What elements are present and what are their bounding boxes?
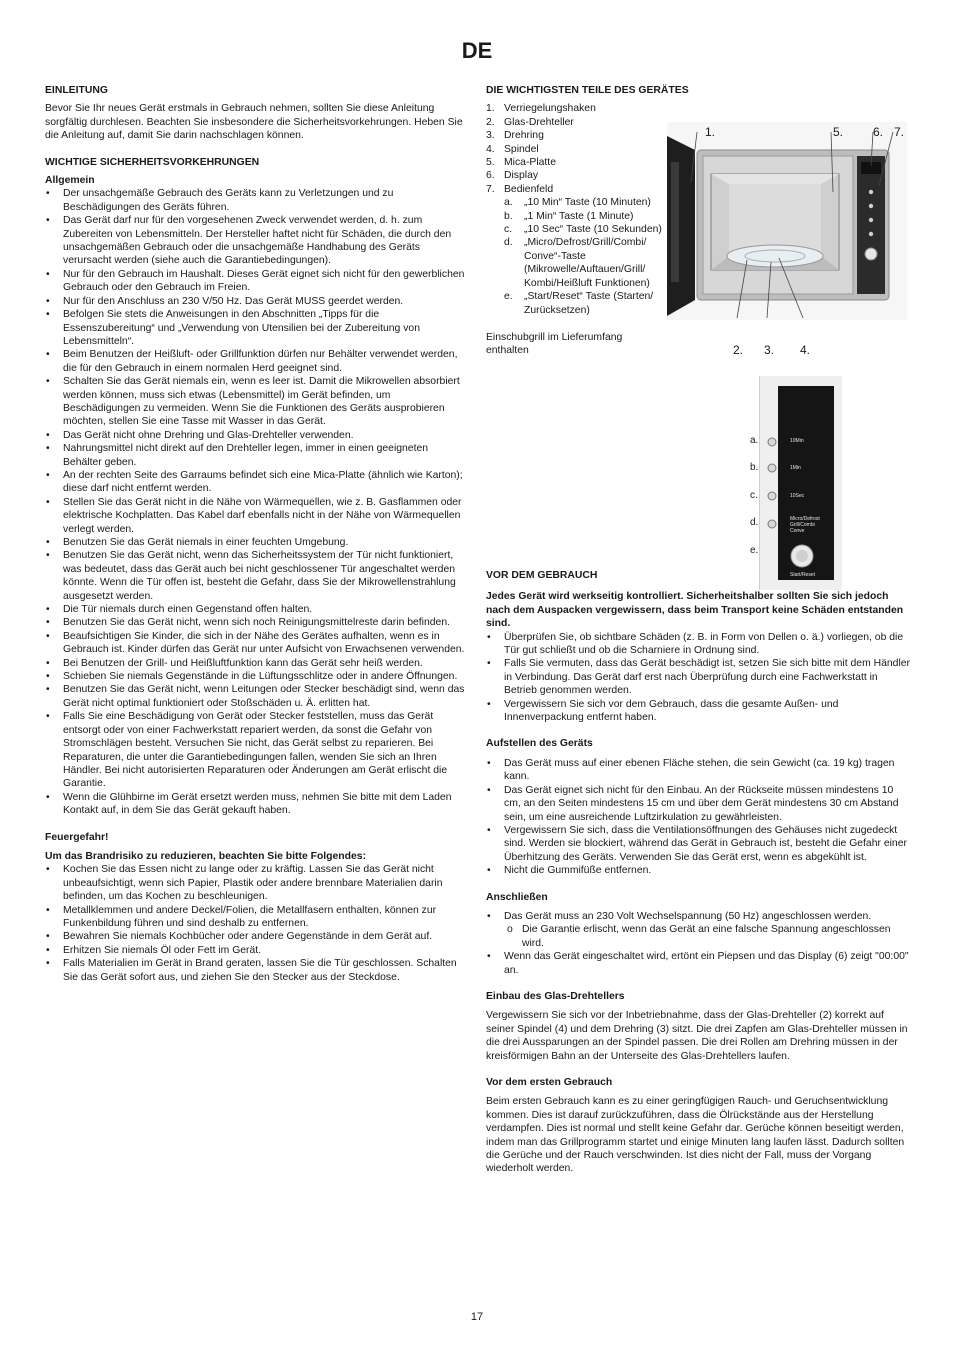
callout-d: d. (750, 517, 759, 529)
list-item: • Benutzen Sie das Gerät nicht, wenn das Sicherheitssystem der Tür nicht funktioniert, was bedeutet, dass das Gerät auch bei nicht geschlossener Tür angeschaltet werden könnte. Wenn die Tür offen ist, besteht die Gefahr, dass Sie der Mikrowellenstrahlung ausgesetzt werden. (45, 549, 469, 603)
safety-heading: WICHTIGE SICHERHEITSVORKEHRUNGEN (45, 156, 260, 168)
panel-part-item: b. „1 Min“ Taste (1 Minute) (504, 210, 634, 222)
list-item: • Vergewissern Sie sich, dass die Ventilationsöffnungen des Gehäuses nicht zugedeckt sind. Werden sie blockiert, während das Gerät in Gebrauch ist, besteht die Gefahr einer Überhitzung des Geräts. Verwenden Sie das Gerät erst, wenn es abgekühlt ist. (486, 824, 912, 864)
language-code: DE (461, 38, 493, 63)
general-list (45, 187, 469, 817)
list-item: • Der unsachgemäße Gebrauch des Geräts kann zu Verletzungen und zu Beschädigungen des Geräts führen. (45, 187, 469, 214)
list-item: • Nur für den Gebrauch im Haushalt. Dieses Gerät eignet sich nicht für den gewerblichen Gebrauch oder den Gebrauch im Freien. (45, 268, 469, 295)
list-item: • Überprüfen Sie, ob sichtbare Schäden (z. B. in Form von Dellen o. ä.) vorliegen, ob die Tür gut schließt und ob die Scharniere in Ordnung sind. (486, 631, 912, 658)
list-item: • Falls Sie vermuten, dass das Gerät beschädigt ist, setzen Sie sich bitte mit dem Händler in Verbindung. Das Gerät darf erst nach Überprüfung durch eine Fachwerkstatt in Betrieb genommen werden. (486, 657, 912, 697)
part-item: 5. Mica-Platte (486, 157, 556, 169)
list-item: • Bei Benutzen der Grill- und Heißluftfunktion kann das Gerät sehr heiß werden. (45, 657, 469, 670)
callout-c: c. (750, 490, 758, 502)
general-heading: Allgemein (45, 175, 95, 187)
list-item: • Wenn die Glühbirne im Gerät ersetzt werden muss, nehmen Sie bitte mit dem Laden Kontakt auf, in dem Sie das Gerät gekauft haben. (45, 791, 469, 818)
list-item: • Benutzen Sie das Gerät nicht, wenn sich noch Reinigungsmittelreste darin befinden. (45, 616, 469, 629)
fire-intro: Um das Brandrisiko zu reduzieren, beachten Sie bitte Folgendes: (45, 850, 367, 862)
callout-4: 4. (800, 343, 811, 358)
control-panel-illustration (760, 376, 842, 590)
fire-list (45, 863, 469, 984)
part-item: 2. Glas-Drehteller (486, 116, 574, 128)
list-item: • Nur für den Anschluss an 230 V/50 Hz. Das Gerät MUSS geerdet werden. (45, 295, 469, 308)
list-item: • Schieben Sie niemals Gegenstände in die Lüftungsschlitze oder in andere Öffnungen. (45, 670, 469, 683)
callout-2: 2. (733, 343, 744, 358)
list-item: • Das Gerät nicht ohne Drehring und Glas-Drehteller verwenden. (45, 429, 469, 442)
list-item: • Erhitzen Sie niemals Öl oder Fett im Gerät. (45, 944, 469, 957)
panel-text-grill: Grill/Combi (790, 522, 815, 529)
list-item: • Benutzen Sie das Gerät niemals in einer feuchten Umgebung. (45, 536, 469, 549)
list-item: • Das Gerät muss an 230 Volt Wechselspannung (50 Hz) angeschlossen werden. o Die Garantie erlischt, wenn das Gerät an eine falsche Spannung angeschlossen wird. (486, 910, 912, 950)
left-column (45, 84, 469, 984)
list-item: • Die Tür niemals durch einen Gegenstand offen halten. (45, 603, 469, 616)
first-use-heading: Vor dem ersten Gebrauch (486, 1077, 613, 1088)
before-use-list (486, 631, 912, 725)
grill-note: Einschubgrill im Lieferumfang enthalten (486, 331, 623, 357)
list-item: • Beaufsichtigen Sie Kinder, die sich in der Nähe des Gerätes aufhalten, wenn es in Gebrauch ist. Kinder dürfen das Gerät nur unter Aufsicht von Erwachsenen verwenden. (45, 630, 469, 657)
intro-text: Bevor Sie Ihr neues Gerät erstmals in Gebrauch nehmen, sollten Sie diese Anleitung sorgfältig durchlesen. Beachten Sie insbesondere die Sicherheitsvorkehrungen. Heben Sie die Anleitung auf, damit Sie darin nachschlagen können. (45, 103, 463, 142)
list-item: • Stellen Sie das Gerät nicht in die Nähe von Wärmequellen, wie z. B. Gasflammen oder elektrische Kochplatten. Das Kabel darf ebenfalls nicht in der Nähe von Wärmequellen verlegt werden. (45, 496, 469, 536)
panel-text-1min: 1Min (790, 465, 801, 472)
list-item: • Das Gerät darf nur für den vorgesehenen Zweck verwendet werden, d. h. zum Zubereiten von Lebensmitteln. Der Hersteller haftet nicht für Schäden, die durch den unsachgemäßen Gebrauch oder die unsachgemäße Handhabung des Geräts verursacht werden (siehe auch die Garantiebedingungen). (45, 214, 469, 268)
list-item: • Beim Benutzen der Heißluft- oder Grillfunktion dürfen nur Behälter verwendet werden, die für den Gebrauch in einem normalen Herd geeignet sind. (45, 348, 469, 375)
list-item: • Bewahren Sie niemals Kochbücher oder andere Gegenstände in dem Gerät auf. (45, 930, 469, 943)
panel-part-item: c. „10 Sec“ Taste (10 Sekunden) (504, 224, 662, 236)
callout-b: b. (750, 462, 759, 474)
panel-text-micro: Micro/Defrost (790, 516, 820, 523)
part-item: 3. Drehring (486, 130, 544, 142)
fire-heading: Feuergefahr! (45, 831, 109, 843)
before-use-bold: Jedes Gerät wird werkseitig kontrolliert. Sicherheitshalber sollten Sie sich jedoch nach dem Auspacken vergewissern, dass beim Transport keine Schäden entstanden sind. (486, 591, 904, 630)
part-item: 6. Display (486, 170, 539, 182)
sub-list-item: o Die Garantie erlischt, wenn das Gerät an eine falsche Spannung angeschlossen wird. (504, 923, 912, 950)
glass-text: Vergewissern Sie sich vor der Inbetriebnahme, dass der Glas-Drehteller (2) korrekt auf seiner Spindel (4) und dem Drehring (3) sitzt. Die drei Zapfen am Glas-Drehteller müssen in die drei Aussparungen an der Spindel passen. Die drei Rollen am Drehring müssen in der kreisförmigen Bahn an der Unterseite des Glas-Drehtellers laufen. (486, 1010, 908, 1062)
callout-a: a. (750, 435, 759, 447)
list-item: • Falls Sie eine Beschädigung von Gerät oder Stecker feststellen, muss das Gerät entsorgt oder von einer Fachwerkstatt repariert werden, da sonst die Gefahr von Stromschlägen besteht. Versuchen Sie nicht, das Gerät selbst zu reparieren. Bei Reparaturen, die unter die Garantiebedingungen fallen, wenden Sie sich an Ihren Händler. Bei nicht autorisierten Reparaturen oder Änderungen am Gerät erlischt die Garantie. (45, 710, 469, 790)
control-panel-photo (759, 376, 842, 590)
callout-3: 3. (764, 343, 775, 358)
before-use-heading: VOR DEM GEBRAUCH (486, 570, 598, 581)
list-item: • Benutzen Sie das Gerät nicht, wenn Leitungen oder Stecker beschädigt sind, wenn das Gerät nicht optimal funktioniert oder Stoßschäden u. Ä. erlitten hat. (45, 683, 469, 710)
callout-7: 7. (894, 125, 905, 140)
right-column (486, 84, 912, 1175)
parts-list (486, 102, 666, 317)
connect-heading: Anschließen (486, 891, 548, 903)
panel-part-item: e. „Start/Reset“ Taste (Starten/ Zurücksetzen) (504, 291, 654, 316)
callout-1: 1. (705, 125, 716, 140)
list-item: • Metallklemmen und andere Deckel/Folien, die Metallfasern enthalten, können zur Funkenbildung führen und sind deshalb zu entfernen. (45, 904, 469, 931)
part-item: 4. Spindel (486, 143, 539, 155)
connect-list (486, 910, 912, 977)
list-item: • Nicht die Gummifüße entfernen. (486, 864, 912, 877)
callout-5: 5. (833, 125, 844, 140)
before-use-section (486, 569, 912, 1176)
part-item: 7. Bedienfeld a. „10 Min“ Taste (10 Minuten) b. „1 Min“ Taste (1 Minute) c. „10 Sec“ Taste (10 Sekunden) d. „Micro/Defrost/Grill/Combi/ Conve“-Taste (Mikrowelle/Auftauen/Grill/ Kombi/Heißluft Funktionen) e. „Start/Reset“ Taste (Starten/ Zurücksetzen) (486, 183, 666, 317)
glass-heading: Einbau des Glas-Drehtellers (486, 990, 625, 1002)
connect-sublist (504, 923, 912, 950)
setup-heading: Aufstellen des Geräts (486, 738, 593, 750)
callout-e: e. (750, 545, 759, 557)
microwave-photo (667, 122, 907, 320)
first-use-text: Beim ersten Gebrauch kann es zu einer geringfügigen Rauch- und Geruchsentwicklung kommen. Dies ist darauf zurückzuführen, dass die Ölrückstände aus der Herstellung verdampfen. Dies ist normal und stellt keine Gefahr dar. Gerüche können beseitigt werden, indem man das Grillprogramm startet und einige Minuten lang laufen lässt. Dadurch sollten die Gerüche und der Rauch verschwinden. Ist dies nicht der Fall, muss der Vorgang wiederholt werden. (486, 1096, 905, 1175)
panel-parts-list (504, 196, 666, 317)
panel-text-start: Start/Reset (790, 572, 816, 579)
list-item: • Befolgen Sie stets die Anweisungen in den Abschnitten „Tipps für die Essenszubereitung“ und „Verwendung von Utensilien bei der Zubereitung von Lebensmitteln“. (45, 308, 469, 348)
parts-heading: DIE WICHTIGSTEN TEILE DES GERÄTES (486, 85, 689, 96)
callout-6: 6. (873, 125, 884, 140)
setup-list (486, 757, 912, 878)
list-item: • Falls Materialien im Gerät in Brand geraten, lassen Sie die Tür geschlossen. Schalten Sie das Gerät sofort aus, und ziehen Sie den Stecker aus der Steckdose. (45, 957, 469, 984)
list-item: • Nahrungsmittel nicht direkt auf den Drehteller legen, immer in einen geeigneten Behälter geben. (45, 442, 469, 469)
panel-part-item: d. „Micro/Defrost/Grill/Combi/ Conve“-Taste (Mikrowelle/Auftauen/Grill/ Kombi/Heißluft Funktionen) (504, 237, 650, 289)
intro-heading: EINLEITUNG (45, 85, 108, 96)
panel-part-item: a. „10 Min“ Taste (10 Minuten) (504, 197, 651, 209)
part-item: 1. Verriegelungshaken (486, 103, 596, 115)
microwave-illustration (667, 122, 907, 320)
panel-text-10min: 10Min (790, 438, 804, 445)
list-item: • Schalten Sie das Gerät niemals ein, wenn es leer ist. Damit die Mikrowellen absorbiert werden können, muss sich etwas (Lebensmittel) im Gerät befinden, um Beschädigungen zu vermeiden. Wenn Sie die Funktionen des Geräts ausprobieren möchten, stellen Sie eine Tasse mit Wasser in das Gerät. (45, 375, 469, 429)
list-item: • Wenn das Gerät eingeschaltet wird, ertönt ein Piepsen und das Display (6) zeigt "00:00" an. (486, 950, 912, 977)
list-item: • An der rechten Seite des Garraums befindet sich eine Mica-Platte (ähnlich wie Karton); diese darf nicht entfernt werden. (45, 469, 469, 496)
list-item: • Das Gerät eignet sich nicht für den Einbau. An der Rückseite müssen mindestens 10 cm, an den Seiten mindestens 15 cm und über dem Gerät mindestens 30 cm Abstand sein, um eine ausreichende Luftzirkulation zu gewährleisten. (486, 784, 912, 824)
list-item: • Das Gerät muss auf einer ebenen Fläche stehen, die sein Gewicht (ca. 19 kg) tragen kann. (486, 757, 912, 784)
panel-text-10sec: 10Sec (790, 493, 805, 500)
list-item: • Kochen Sie das Essen nicht zu lange oder zu kräftig. Lassen Sie das Gerät nicht unbeaufsichtigt, wenn sich Papier, Plastik oder andere brennbare Materialien darin befinden, um das Kochen zu beschleunigen. (45, 863, 469, 903)
panel-text-conve: Conve (790, 528, 805, 535)
list-item: • Vergewissern Sie sich vor dem Gebrauch, dass die gesamte Außen- und Innenverpackung entfernt haben. (486, 698, 912, 725)
page-number: 17 (470, 1311, 484, 1323)
